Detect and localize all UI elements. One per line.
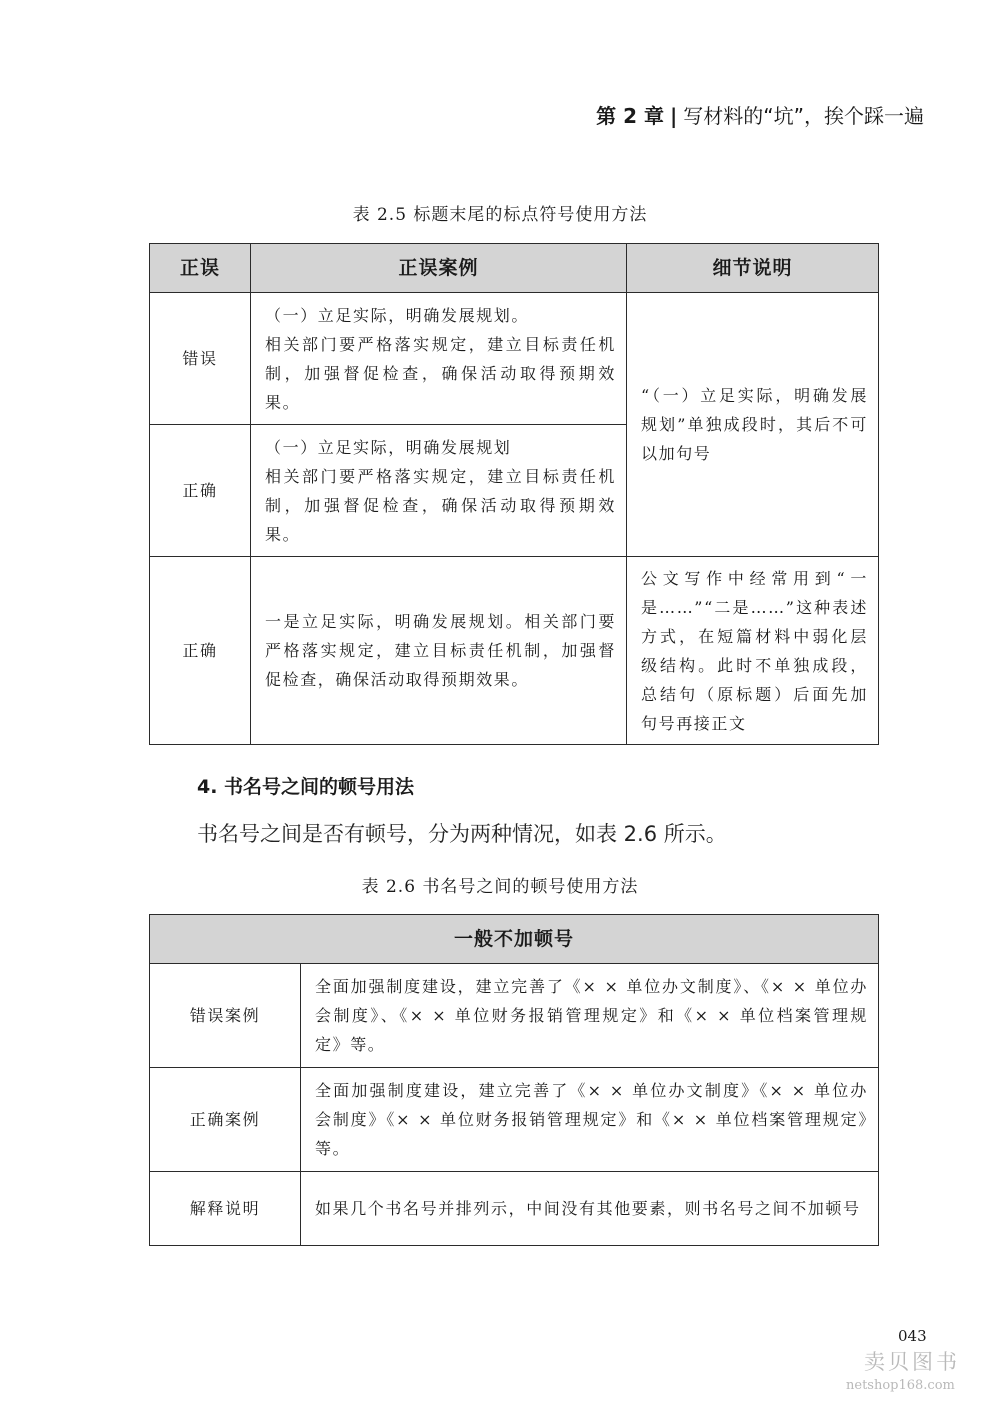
content-cell: 全面加强制度建设，建立完善了《× × 单位办文制度》《× × 单位办会制度》《× × 单位财务报销管理规定》和《× × 单位档案管理规定》等。 — [301, 1068, 879, 1172]
page-number: 043 — [898, 1327, 927, 1345]
row-label: 错误 — [150, 293, 251, 425]
table-caption: 表 2.6 书名号之间的顿号使用方法 — [361, 877, 639, 897]
example-cell — [251, 293, 627, 425]
note-cell: 公文写作中经常用到“一是……”“二是……”这种表述方式，在短篇材料中弱化层级结构。此时不单独成段，总结句（原标题）后面先加句号再接正文 — [627, 557, 879, 745]
row-label: 正确 — [150, 425, 251, 557]
example-cell — [251, 425, 627, 557]
running-header — [596, 100, 924, 129]
punctuation-table — [149, 243, 879, 745]
example-title-line: （一）立足实际，明确发展规划 — [265, 437, 512, 457]
example-cell: 一是立足实际，明确发展规划。相关部门要严格落实规定，建立目标责任机制，加强督促检查，确保活动取得预期效果。 — [251, 557, 627, 745]
table-caption: 表 2.5 标题末尾的标点符号使用方法 — [352, 205, 648, 225]
table-row — [150, 1068, 879, 1172]
table-row — [150, 1172, 879, 1246]
chapter-number: 第 2 章 — [596, 104, 664, 128]
table-row — [150, 557, 879, 745]
example-body-text: 相关部门要严格落实规定，建立目标责任机制，加强督促检查，确保活动取得预期效果。 — [265, 334, 616, 412]
header-separator: | — [669, 104, 678, 128]
column-header: 正误 — [150, 244, 251, 293]
content-cell: 如果几个书名号并排列示，中间没有其他要素，则书名号之间不加顿号 — [301, 1172, 879, 1246]
table-row — [150, 293, 879, 425]
row-label: 正确 — [150, 557, 251, 745]
column-header: 细节说明 — [627, 244, 879, 293]
content-cell: 全面加强制度建设，建立完善了《× × 单位办文制度》、《× × 单位办会制度》、《× × 单位财务报销管理规定》和《× × 单位档案管理规定》等。 — [301, 964, 879, 1068]
body-paragraph: 书名号之间是否有顿号，分为两种情况，如表 2.6 所示。 — [197, 822, 727, 846]
note-cell: “（一）立足实际，明确发展规划”单独成段时，其后不可以加句号 — [627, 293, 879, 557]
row-label: 错误案例 — [150, 964, 301, 1068]
enumeration-comma-table — [149, 914, 879, 1246]
chapter-title: 写材料的“坑”，挨个踩一遍 — [683, 104, 924, 128]
watermark-text: 卖贝图书 — [864, 1350, 960, 1374]
row-label: 正确案例 — [150, 1068, 301, 1172]
column-header: 正误案例 — [251, 244, 627, 293]
watermark-url: netshop168.com — [846, 1378, 955, 1393]
section-heading: 4. 书名号之间的顿号用法 — [197, 776, 415, 798]
table-header: 一般不加顿号 — [150, 915, 879, 964]
row-label: 解释说明 — [150, 1172, 301, 1246]
example-body-text: 相关部门要严格落实规定，建立目标责任机制，加强督促检查，确保活动取得预期效果。 — [265, 466, 616, 544]
example-title-line: （一）立足实际，明确发展规划。 — [265, 305, 530, 325]
table-row — [150, 964, 879, 1068]
